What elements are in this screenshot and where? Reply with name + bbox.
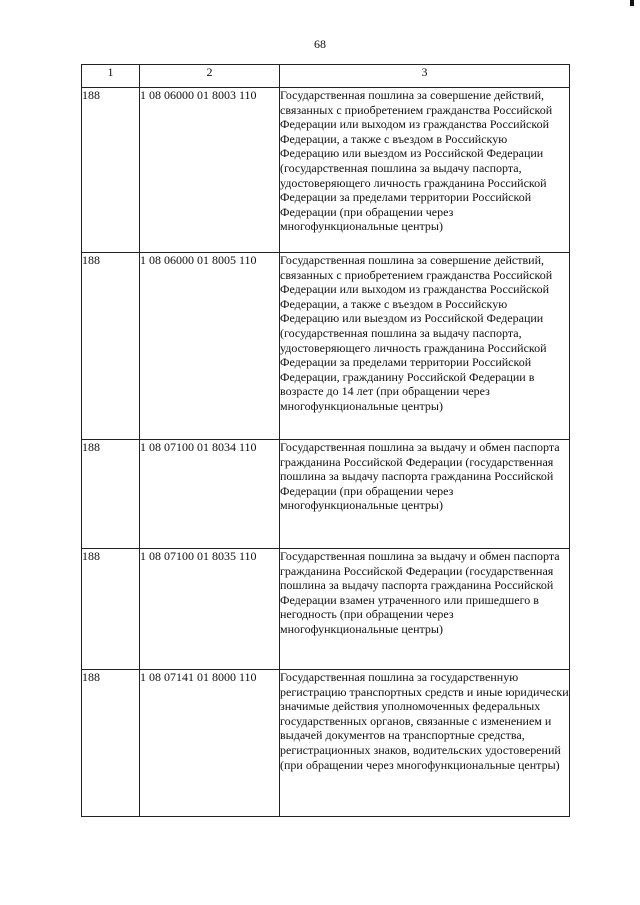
column-header-3: 3: [280, 65, 570, 88]
description-cell: Государственная пошлина за государственную регистрацию транспортных средств и иные юридически значимые действия уполномоченных федеральных государственных органов, связанные с изменением и выдачей документов на транспортные средства, регистрационных знаков, водительских удостоверений (при обращении через многофункциональные центры): [280, 670, 570, 817]
table-row: [82, 440, 570, 549]
header-row: [82, 65, 570, 88]
table-row: [82, 88, 570, 253]
kbk-cell: 1 08 07100 01 8034 110: [140, 440, 280, 549]
table-row: [82, 670, 570, 817]
kbk-cell: 1 08 06000 01 8003 110: [140, 88, 280, 253]
fee-table: [81, 64, 570, 817]
table-row: [82, 549, 570, 670]
admin-code-cell: 188: [82, 253, 140, 440]
description-cell: Государственная пошлина за совершение действий, связанных с приобретением гражданства Российской Федерации или выходом из гражданства Российской Федерации, а также с въездом в Российскую Федерацию или выездом из Российской Федерации (государственная пошлина за выдачу паспорта, удостоверяющего личность гражданина Российской Федерации за пределами территории Российской Федерации, гражданину Российской Федерации в возрасте до 14 лет (при обращении через многофункциональные центры): [280, 253, 570, 440]
kbk-cell: 1 08 07100 01 8035 110: [140, 549, 280, 670]
page-number: 68: [314, 37, 326, 51]
kbk-cell: 1 08 06000 01 8005 110: [140, 253, 280, 440]
kbk-cell: 1 08 07141 01 8000 110: [140, 670, 280, 817]
description-cell: Государственная пошлина за совершение действий, связанных с приобретением гражданства Российской Федерации или выходом из гражданства Российской Федерации, а также с въездом в Российскую Федерацию или выездом из Российской Федерации (государственная пошлина за выдачу паспорта, удостоверяющего личность гражданина Российской Федерации за пределами территории Российской Федерации (при обращении через многофункциональные центры): [280, 88, 570, 253]
description-cell: Государственная пошлина за выдачу и обмен паспорта гражданина Российской Федерации (государственная пошлина за выдачу паспорта гражданина Российской Федерации взамен утраченного или пришедшего в негодность (при обращении через многофункциональные центры): [280, 549, 570, 670]
description-cell: Государственная пошлина за выдачу и обмен паспорта гражданина Российской Федерации (государственная пошлина за выдачу паспорта гражданина Российской Федерации (при обращении через многофункциональные центры): [280, 440, 570, 549]
column-header-2: 2: [140, 65, 280, 88]
table-row: [82, 253, 570, 440]
admin-code-cell: 188: [82, 88, 140, 253]
admin-code-cell: 188: [82, 549, 140, 670]
admin-code-cell: 188: [82, 670, 140, 817]
admin-code-cell: 188: [82, 440, 140, 549]
corner-mark: [630, 0, 634, 6]
column-header-1: 1: [82, 65, 140, 88]
